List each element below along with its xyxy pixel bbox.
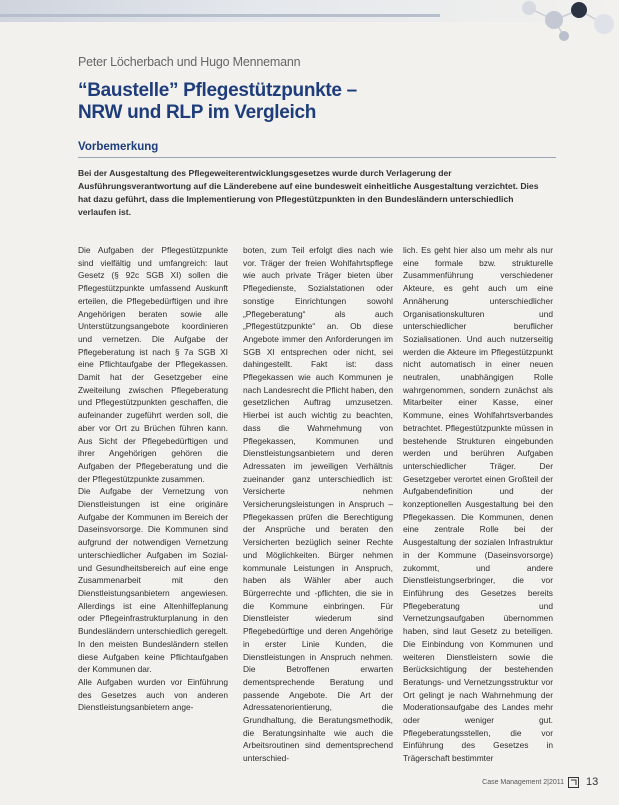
column-1-paragraph-2: Die Aufgabe der Vernetzung von Dienstleistungen ist eine originäre Aufgabe der Kommunen im Bereich der Daseinsvorsorge. Die Kommunen sind aufgrund der notwendigen Vernetzung unterschiedlicher Aufgaben im Sozial- und Gesundheitsbereich auf eine enge Zusammenarbeit mit den Dienstleistungsanbietern angewiesen. Allerdings ist eine Altenhilfeplanung oder Pflegeinfrastrukturplanung in den Bundesländern unterschiedlich geregelt. In den meisten Bundesländern stellen diese Aufgaben keine Pflichtaufgaben der Kommunen dar. bbox=[78, 486, 228, 675]
title-line-1: “Baustelle” Pflegestützpunkte – bbox=[78, 80, 357, 101]
column-1-paragraph-1: Die Aufgaben der Pflegestützpunkte sind vielfältig und umfangreich: laut Gesetz (§ 92c SGB XI) sollen die Pflegestützpunkte umfassend Auskunft erteilen, die Pflegebedürftigen und ihre Angehörigen beraten sowie alle Unterstützungsangebote koordinieren und vernetzen. Die Aufgabe der Pflegeberatung ist nach § 7a SGB XI eine Pflichtaufgabe der Pflegekassen. Damit hat der Gesetzgeber eine Zweiteilung zwischen Pflegeberatung und Pflegestützpunkten geschaffen, die aufeinander zugeführt werden soll, die aber vor Ort zu Brüchen führen kann. Aus Sicht der Pflegebedürftigen und ihrer Angehörigen gehören die Aufgaben der Pflegeberatung und die der Pflegestützpunkte zusammen. bbox=[78, 245, 228, 484]
article-title bbox=[78, 80, 498, 124]
page-number: 13 bbox=[586, 776, 599, 788]
text-column-1 bbox=[78, 244, 228, 714]
footer-source: Case Management 2|2011 bbox=[482, 779, 564, 786]
column-2-paragraph: boten, zum Teil erfolgt dies nach wie vor. Träger der freien Wohlfahrtspflege wie auch private Träger bieten über Pflegedienste, Sozialstationen oder sonstige Einrichtungen sowohl „Pflegeberatung“ als auch „Pflegestützpunkte“ an. Ob diese Angebote immer den Anforderungen im SGB XI entsprechen oder nicht, sei dahingestellt. Fakt ist: dass Pflegekassen wie auch Kommunen je nach Landesrecht die Pflicht haben, den gesetzlichen Auftrag umzusetzen. Hierbei ist auch wichtig zu beachten, dass die Wahrnehmung von Pflegekassen, Kommunen und Dienstleistungsanbietern und deren Adressaten im jeweiligen Verhältnis zueinander ganz unterschiedlich ist: Versicherte nehmen Versicherungsleistungen in Anspruch – Pflegekassen prüfen die Berechtigung der Ansprüche und beraten den Versicherten bezüglich seiner Rechte und Möglichkeiten. Bürger nehmen kommunale Leistungen in Anspruch, haben als Wähler aber auch Bürgerrechte und -pflichten, die sie in die Kommune einbringen. Für Dienstleister wiederum sind Pflegebedürftige und deren Angehörige in erster Linie Kunden, die Dienstleistungen in Anspruch nehmen. Die Betroffenen erwarten dementsprechende Beratung und passende Angebote. Die Art der Adressatenorientierung, die Grundhaltung, die Beratungsmethodik, die Beratungsinhalte wie auch die Arbeitsroutinen sind dementsprechend unterschied- bbox=[243, 245, 393, 764]
text-column-2 bbox=[243, 244, 393, 765]
text-column-3 bbox=[403, 244, 553, 765]
lead-paragraph: Bei der Ausgestaltung des Pflegeweiterentwicklungsgesetzes wurde durch Verlagerung der Ausführungsverantwortung auf die Länderebene auf eine bundesweit einheitliche Ausgestaltung verzichtet. Dies hat dazu geführt, dass die Implementierung von Pflegestützpunkten in den Bundesländern unterschiedlich verlaufen ist. bbox=[78, 168, 539, 217]
section-divider bbox=[78, 157, 556, 158]
author-line: Peter Löcherbach und Hugo Mennemann bbox=[78, 55, 301, 69]
column-1-paragraph-3: Alle Aufgaben wurden vor Einführung des Gesetzes auch von anderen Dienstleistungsanbietern ange- bbox=[78, 676, 228, 713]
section-heading: Vorbemerkung bbox=[78, 141, 159, 153]
page-corner-icon bbox=[568, 777, 579, 788]
molecule-graphic-icon bbox=[509, 0, 619, 42]
title-line-2: NRW und RLP im Vergleich bbox=[78, 102, 317, 123]
header-stripe bbox=[0, 14, 440, 17]
column-3-paragraph: lich. Es geht hier also um mehr als nur eine formale bzw. strukturelle Zusammenführung verschiedener Akteure, es geht auch um eine Annäherung unterschiedlicher Organisationskulturen und unterschiedlicher beruflicher Sozialisationen. Und auch nutzerseitig werden die Akteure im Pflegestützpunkt nicht automatisch in einer neuen neutralen, unabhängigen Rolle wahrgenommen, sondern zunächst als Mitarbeiter einer Kasse, einer Kommune, eines Wohlfahrtsverbandes betrachtet. Pflegestützpunkte müssen in bestehende Strukturen eingebunden werden und berühren Aufgaben unterschiedlicher Träger. Der Gesetzgeber verortet einen Großteil der Aufgabendefinition und der konzeptionellen Ausgestaltung bei den Pflegekassen. Die Kommunen, denen eine zentrale Rolle bei der Ausgestaltung der sozialen Infrastruktur in der Kommune (Daseinsvorsorge) zukommt, und andere Dienstleistungserbringer, die vor Einführung des Gesetzes bereits Pflegeberatung und Vernetzungsaufgaben übernommen haben, sind laut Gesetz zu beteiligen. Die Einbindung von Kommunen und weiteren Dienstleistern sowie die Berücksichtigung der bestehenden Beratungs- und Vernetzungsstruktur vor Ort gelingt je nach Wahrnehmung der Moderationsaufgabe des Landes mehr oder weniger gut. Pflegeberatungsstellen, die vor Einführung des Gesetzes in Trägerschaft bestimmter bbox=[403, 245, 553, 764]
